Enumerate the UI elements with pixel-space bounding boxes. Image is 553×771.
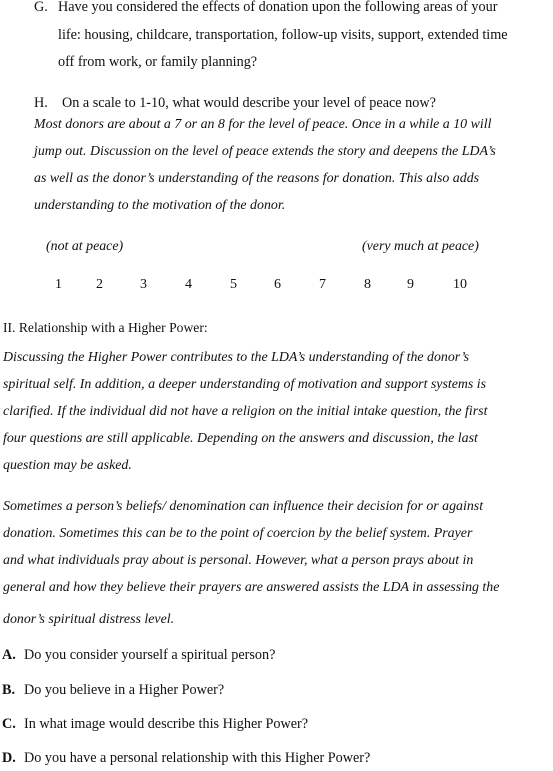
question-g-line-3: off from work, or family planning? <box>58 54 258 70</box>
scale-number-5: 5 <box>230 277 237 292</box>
question-c-letter: C. <box>2 716 16 732</box>
scale-number-1: 1 <box>55 277 62 292</box>
question-a-text: Do you consider yourself a spiritual person? <box>24 647 276 663</box>
section-ii-para1-line-5: question may be asked. <box>3 458 132 473</box>
section-ii-para1-line-4: four questions are still applicable. Depending on the answers and discussion, the last <box>3 431 478 446</box>
question-h-letter: H. <box>34 95 48 111</box>
question-c-text: In what image would describe this Higher Power? <box>24 716 309 732</box>
scale-number-4: 4 <box>185 277 192 292</box>
section-ii-para2-line-5: donor’s spiritual distress level. <box>3 612 175 627</box>
question-b-letter: B. <box>2 682 16 698</box>
scale-number-6: 6 <box>274 277 281 292</box>
question-g-line-1: Have you considered the effects of donation upon the following areas of your <box>58 0 498 15</box>
question-g-line-2: life: housing, childcare, transportation, follow-up visits, support, extended time <box>58 27 508 43</box>
scale-number-8: 8 <box>364 277 371 292</box>
question-a-letter: A. <box>2 647 16 663</box>
scale-number-2: 2 <box>96 277 103 292</box>
section-ii-para2-line-1: Sometimes a person’s beliefs/ denomination can influence their decision for or against <box>3 499 484 514</box>
section-ii-heading: II. Relationship with a Higher Power: <box>3 320 208 335</box>
question-h-text: On a scale to 1-10, what would describe your level of peace now? <box>62 95 436 111</box>
section-ii-para2-line-3: and what individuals pray about is personal. However, what a person prays about in <box>3 553 474 568</box>
scale-number-9: 9 <box>407 277 414 292</box>
scale-number-10: 10 <box>453 277 467 292</box>
scale-number-3: 3 <box>140 277 147 292</box>
section-ii-para1-line-2: spiritual self. In addition, a deeper understanding of motivation and support systems is <box>3 377 487 392</box>
question-d-letter: D. <box>2 750 16 766</box>
question-h-note-line-1: Most donors are about a 7 or an 8 for the level of peace. Once in a while a 10 will <box>34 117 492 132</box>
scale-left-label: (not at peace) <box>46 239 124 254</box>
question-g-letter: G. <box>34 0 48 15</box>
section-ii-para1-line-1: Discussing the Higher Power contributes to the LDA’s understanding of the donor’s <box>3 350 469 365</box>
question-h-note-line-2: jump out. Discussion on the level of peace extends the story and deepens the LDA’s <box>34 144 496 159</box>
question-h-note-line-3: as well as the donor’s understanding of the reasons for donation. This also adds <box>34 171 480 186</box>
section-ii-para2-line-2: donation. Sometimes this can be to the point of coercion by the belief system. Prayer <box>3 526 473 541</box>
scale-number-7: 7 <box>319 277 326 292</box>
question-h-note-line-4: understanding to the motivation of the donor. <box>34 198 286 213</box>
section-ii-para1-line-3: clarified. If the individual did not have a religion on the initial intake question, the first <box>3 404 488 419</box>
question-b-text: Do you believe in a Higher Power? <box>24 682 225 698</box>
question-d-text: Do you have a personal relationship with this Higher Power? <box>24 750 371 766</box>
scale-right-label: (very much at peace) <box>362 239 479 254</box>
section-ii-para2-line-4: general and how they believe their prayers are answered assists the LDA in assessing the <box>3 580 500 595</box>
